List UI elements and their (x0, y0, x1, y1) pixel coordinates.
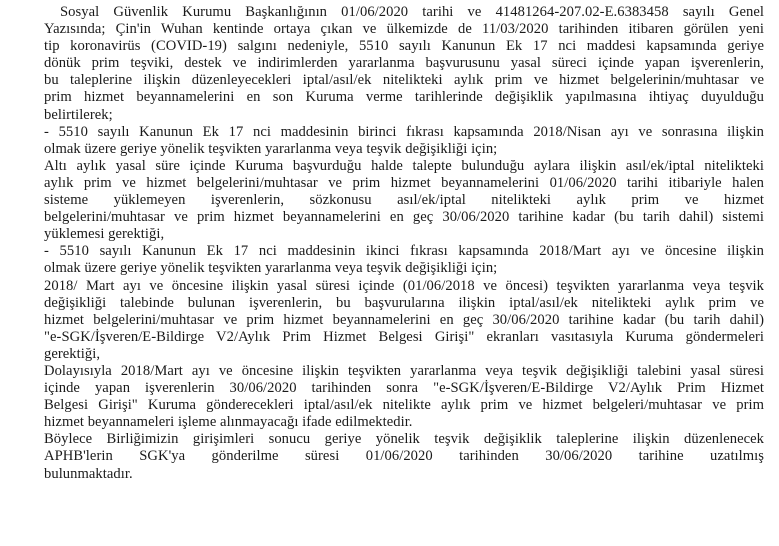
paragraph-second-clause-body (44, 278, 764, 363)
paragraph-second-clause-heading (44, 243, 764, 277)
text-line: tip koronavirüs (COVID-19) salgını nedeniyle, 5510 sayılı Kanunun Ek 17 nci maddesi kapsamında geriye (44, 38, 764, 55)
text-line: içinde yapan işverenlerin 30/06/2020 tarihinden sonra "e-SGK/İşveren/E-Bildirge V2/Aylık Prim Hizmet (44, 380, 764, 397)
text-line: olmak üzere geriye yönelik teşvikten yararlanma veya teşvik değişikliği için; (44, 140, 498, 157)
text-line: olmak üzere geriye yönelik teşvikten yararlanma veya teşvik değişikliği için; (44, 260, 498, 277)
text-line: sisteme yüklemeyen işverenlerin, sözkonusu asıl/ek/iptal nitelikteki aylık prim ve hizmet (44, 192, 764, 209)
text-line: Belgesi Girişi" Kuruma gönderecekleri iptal/asıl/ek nitelikte aylık prim ve hizmet belgeleri/muhtasar ve prim (44, 397, 764, 414)
text-line: belirtilerek; (44, 106, 113, 123)
text-line: Yazısında; Çin'in Wuhan kentinde ortaya çıkan ve ülkemizde de 11/03/2020 tarihinden itibaren görülen yeni (44, 21, 764, 38)
text-line: 2018/ Mart ayı ve öncesine ilişkin yasal süresi içinde (01/06/2018 ve öncesi) teşvikten yararlanma veya teşvik (44, 277, 764, 294)
text-line: bu taleplerine ilişkin düzenleyecekleri iptal/asıl/ek nitelikteki aylık prim ve hizmet belgelerinin/muhtasar ve (44, 72, 764, 89)
paragraph-first-clause-heading (44, 124, 764, 158)
text-line: Altı aylık yasal süre içinde Kuruma başvurduğu halde talepte bulunduğu aylara ilişkin asıl/ek/iptal nitelikteki (44, 157, 764, 174)
text-line: "e-SGK/İşveren/E-Bildirge V2/Aylık Prim Hizmet Belgesi Girişi" ekranları vasıtasıyla Kuruma göndermeleri (44, 328, 764, 345)
text-line: - 5510 sayılı Kanunun Ek 17 nci maddesinin ikinci fıkrası kapsamında 2018/Mart ayı ve öncesine ilişkin (44, 243, 764, 260)
text-line: aylık prim ve hizmet belgelerini/muhtasar ve prim hizmet beyannamelerini 01/06/2020 tarihi itibariyle halen (44, 174, 764, 191)
text-line: APHB'lerin SGK'ya gönderilme süresi 01/06/2020 tarihinden 30/06/2020 tarihine uzatılmış (44, 448, 764, 465)
paragraph-conclusion (44, 431, 764, 482)
text-line: hizmet beyannameleri işleme alınmayacağı ifade edilmektedir. (44, 414, 413, 431)
text-line: - 5510 sayılı Kanunun Ek 17 nci maddesinin birinci fıkrası kapsamında 2018/Nisan ayı ve sonrasına ilişkin (44, 123, 764, 140)
text-line: hizmet belgelerini/muhtasar ve prim hizmet beyannamelerini en geç 30/06/2020 tarihine kadar (bu tarih dahil) (44, 311, 764, 328)
document-body (44, 4, 764, 483)
paragraph-first-clause-body (44, 158, 764, 243)
text-line: belgelerini/muhtasar ve prim hizmet beyannamelerini en geç 30/06/2020 tarihine kadar (bu tarih dahil) sistemi (44, 209, 764, 226)
text-line: değişikliği talebinde bulunan işverenlerin, bu başvurularına ilişkin iptal/asıl/ek nitelikteki aylık prim ve (44, 294, 764, 311)
text-line: Sosyal Güvenlik Kurumu Başkanlığının 01/06/2020 tarihi ve 41481264-207.02-E.6383458 sayılı Genel (60, 4, 764, 20)
text-line: prim hizmet beyannamelerini en son Kuruma verme tarihlerinde değişiklik yapılmasına ihtiyaç duyulduğu (44, 89, 764, 106)
paragraph-sgk-letter-summary (44, 4, 764, 124)
text-line: yüklemesi gerektiği, (44, 226, 165, 243)
text-line: Dolayısıyla 2018/Mart ayı ve öncesine ilişkin teşvikten yararlanma veya teşvik değişikliği talebini yasal süresi (44, 362, 764, 379)
paragraph-consequence (44, 363, 764, 431)
text-line: gerektiği, (44, 345, 101, 362)
text-line: Böylece Birliğimizin girişimleri sonucu geriye yönelik teşvik değişiklik taleplerine ilişkin düzenlenecek (44, 431, 764, 448)
text-line: dönük prim teşviki, destek ve indirimlerden yararlanma başvurusunu yasal süreci içinde yapan işverenlerin, (44, 55, 764, 72)
text-line: bulunmaktadır. (44, 465, 133, 482)
